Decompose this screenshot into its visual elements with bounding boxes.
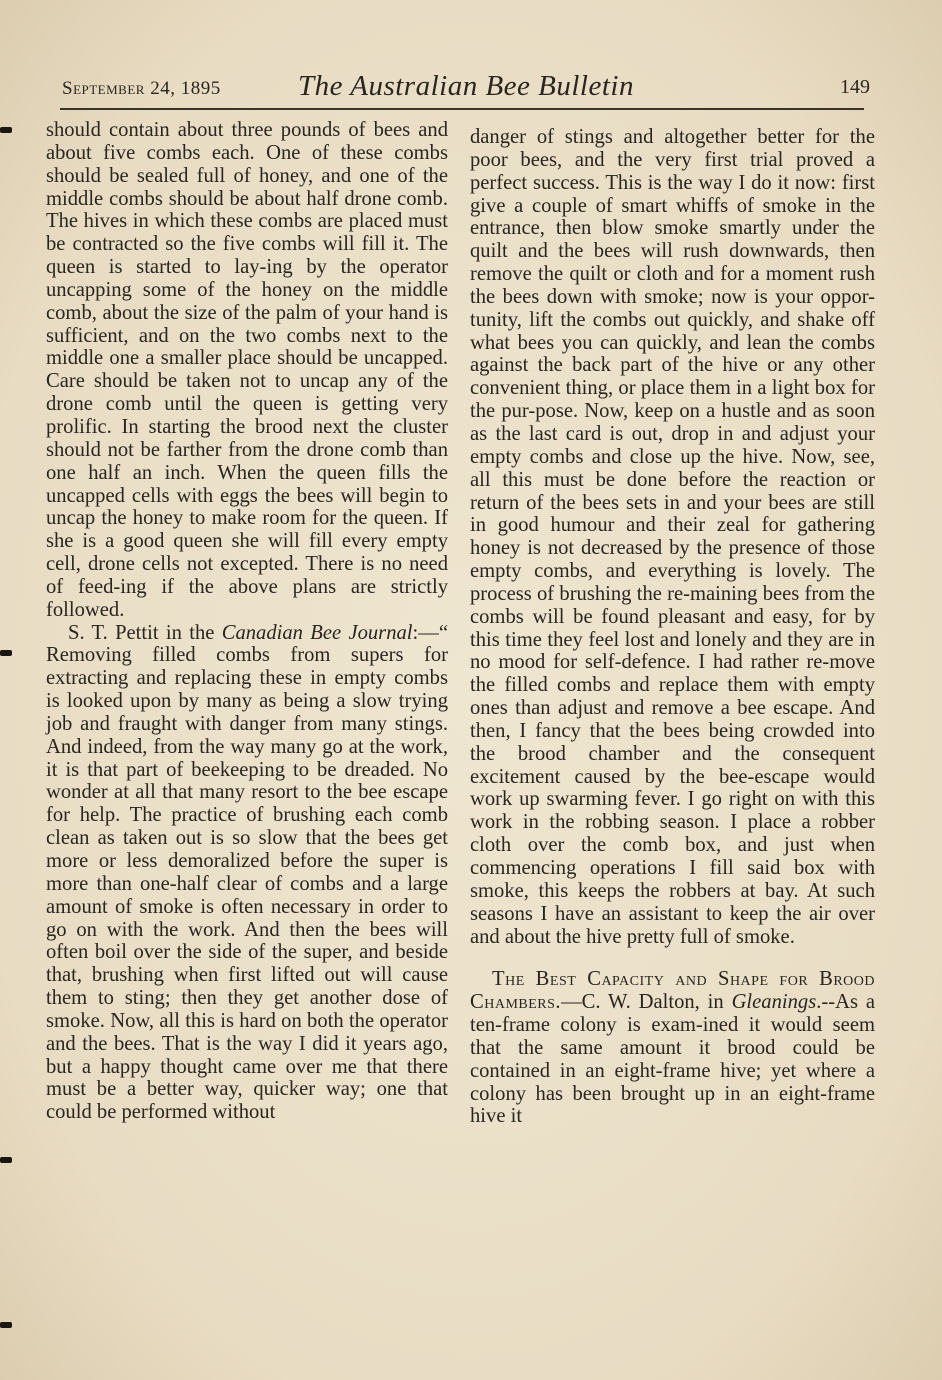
right-paragraph-1: danger of stings and altogether better for the poor bees, and the very first trial proved a perfect success. This is the way I do it now: first give a couple of smart whiffs of smoke in the entrance, then blow smoke smartly under the quilt and the bees will rush downwards, then remove the quilt or cloth and for a moment rush the bees down with smoke; now is your oppor-tunity, lift the combs out quickly, and shake off what bees you can quickly, and lean the combs against the back part of the hive or any other convenient thing, or place them in a light box for the pur-pose. Now, keep on a hustle and as soon as the last card is out, drop in and adjust your empty combs and close up the hive. Now, see, all this must be done before the reaction or return of the bees sets in and your bees are still in good humour and their zeal for gathering honey is not decreased by the presence of those empty combs, and everything is lovely. The process of brushing the re-maining bees from the combs will be found pleasant and easy, for by this time they feel lost and lonely and they are in no mood for self-defence. I had rather re-move the filled combs and replace them with empty ones than adjust and remove a bee escape. And then, I fancy that the bees being crowded into the brood chamber and the consequent excitement caused by the bee-escape would work up swarming fever. I go right on with this work in the robbing season. I place a robber cloth over the comb box, and just when commencing operations I fill said box with smoke, this keeps the robbers at bay. At such seasons I have an assistant to keep the air over and about the hive pretty full of smoke. <box>470 126 875 948</box>
dalton-body: .--As a ten-frame colony is exam-ined it would seem that the same amount it brood could be contained in an eight-frame hive; yet where a colony has been brought up in an eight-frame hive it <box>470 991 875 1128</box>
header-rule <box>60 108 864 110</box>
pettit-lead: S. T. Pettit in the <box>68 621 222 644</box>
binding-mark <box>0 127 12 133</box>
left-paragraph-2 <box>46 622 448 1125</box>
left-column <box>46 119 448 1124</box>
journal-title: The Australian Bee Bulletin <box>298 70 634 102</box>
page-number: 149 <box>840 76 870 98</box>
canadian-bee-journal-citation: Canadian Bee Journal <box>221 621 413 644</box>
left-paragraph-1: should contain about three pounds of bees and about five combs each. One of these combs should be sealed full of honey, and one of the middle combs should be about half drone comb. The hives in which these combs are placed must be contracted so the five combs will fill it. The queen is started to lay-ing by the operator uncapping some of the honey on the middle comb, about the size of the palm of your hand is sufficient, and on the two combs next to the middle one a smaller place should be uncapped. Care should be taken not to uncap any of the drone comb until the queen is getting very prolific. In starting the brood next the cluster should not be farther from the drone comb than one half an inch. When the queen fills the uncapped cells with eggs the bees will begin to uncap the honey to make room for the queen. If she is a good queen she will fill every empty cell, drone cells not excepted. There is no need of feed-ing if the above plans are strictly followed. <box>46 119 448 621</box>
right-column <box>470 126 875 1128</box>
right-paragraph-2 <box>470 968 875 1128</box>
binding-mark <box>0 1157 12 1163</box>
page-header <box>60 72 872 106</box>
dalton-author: —C. W. Dalton, in <box>561 991 732 1014</box>
binding-mark <box>0 1322 12 1328</box>
issue-date: September 24, 1895 <box>62 78 221 99</box>
section-heading: The Best Capacity and Shape for Brood Chambers. <box>470 968 875 1014</box>
pettit-body: :—“ Removing filled combs from supers for extracting and replacing these in empty combs is looked upon by many as being a slow trying job and fraught with danger from many stings. And indeed, from the way many go at the work, it is that part of beekeeping to be dreaded. No wonder at all that many resort to the bee escape for help. The practice of brushing each comb clean as taken out is so slow that the bees get more or less demoralized before the super is more than one-half clear of combs and a large amount of smoke is often necessary in order to go on with the work. And then the bees will often boil over the side of the super, and beside that, brushing when first lifted out will cause them to sting; then they get another dose of smoke. Now, all this is hard on both the operator and the bees. That is the way I did it years ago, but a happy thought came over me that there must be a better way, quicker way; one that could be performed without <box>46 621 448 1124</box>
binding-mark <box>0 650 12 656</box>
gleanings-citation: Gleanings <box>731 991 817 1014</box>
